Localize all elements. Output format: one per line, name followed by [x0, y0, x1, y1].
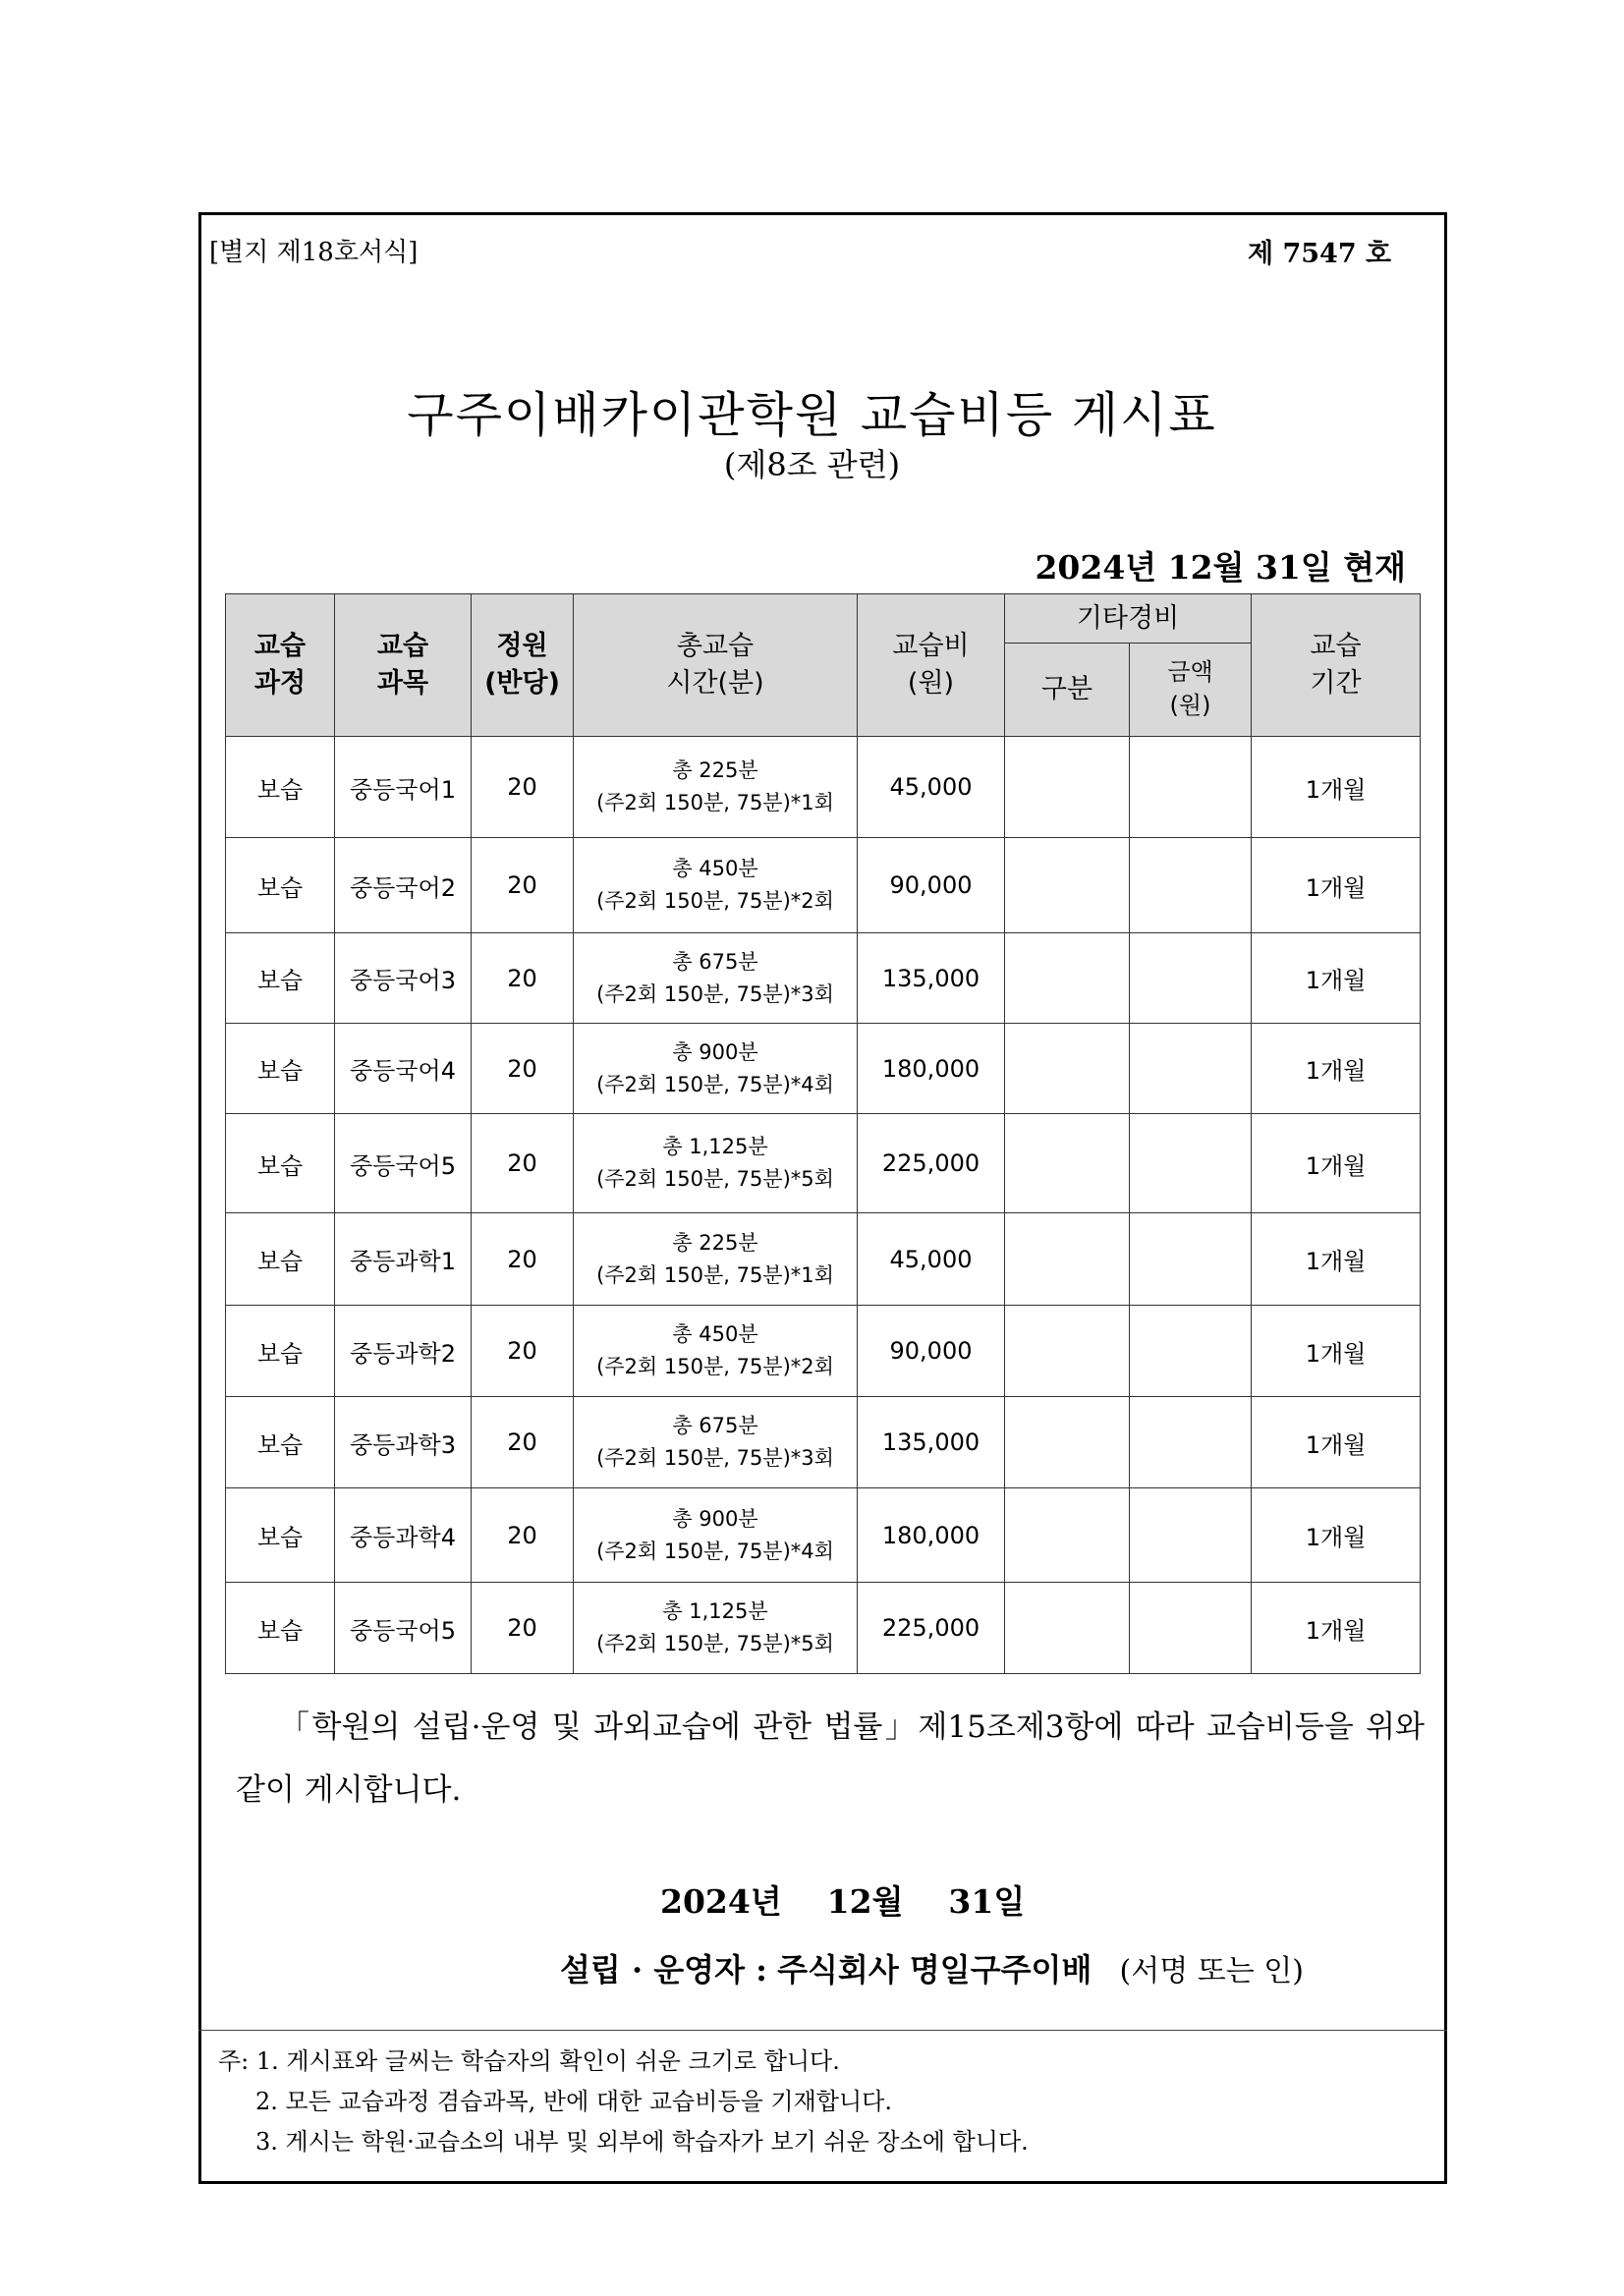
cell-total-time-detail: (주2회 150분, 75분)*1회 [596, 791, 834, 814]
cell-period: 1개월 [1252, 933, 1421, 1024]
cell-course: 보습 [226, 1024, 335, 1114]
cell-total-time [574, 838, 858, 933]
cell-capacity: 20 [472, 933, 574, 1024]
table-row [226, 1306, 1421, 1397]
notice-text: 「학원의 설립·운영 및 과외교습에 관한 법률」제15조제3항에 따라 교습비등을 위와 같이 게시합니다. [236, 1709, 1425, 1808]
header-period: 교습 기간 [1252, 594, 1421, 737]
table-row [226, 1488, 1421, 1583]
cell-fee: 90,000 [858, 1306, 1005, 1397]
cell-capacity: 20 [472, 737, 574, 838]
cell-other-amount [1130, 1397, 1252, 1488]
document-number: 제 7547 호 [1248, 239, 1392, 269]
cell-period: 1개월 [1252, 1488, 1421, 1583]
cell-other-category [1005, 838, 1130, 933]
table-row [226, 1583, 1421, 1674]
cell-other-category [1005, 1488, 1130, 1583]
sign-note: (서명 또는 인) [1119, 1954, 1304, 1988]
cell-period: 1개월 [1252, 1583, 1421, 1674]
header-total-time: 총교습 시간(분) [574, 594, 858, 737]
cell-total-time-summary: 총 225분 [672, 1230, 758, 1255]
cell-subject: 중등국어1 [335, 737, 472, 838]
table-row [226, 933, 1421, 1024]
table-row [226, 1024, 1421, 1114]
cell-period: 1개월 [1252, 1213, 1421, 1306]
cell-total-time-detail: (주2회 150분, 75분)*4회 [596, 1072, 834, 1096]
cell-fee: 90,000 [858, 838, 1005, 933]
cell-period: 1개월 [1252, 1306, 1421, 1397]
note-2: 2. 모든 교습과정 겸습과목, 반에 대한 교습비등을 기재합니다. [255, 2088, 892, 2115]
document-title: 구주이배카이관학원 교습비등 게시표 [407, 387, 1217, 443]
cell-course: 보습 [226, 838, 335, 933]
cell-fee: 135,000 [858, 933, 1005, 1024]
cell-fee: 45,000 [858, 1213, 1005, 1306]
cell-capacity: 20 [472, 1114, 574, 1213]
document-subtitle: (제8조 관련) [723, 446, 901, 483]
table-row [226, 1114, 1421, 1213]
cell-total-time-detail: (주2회 150분, 75분)*1회 [596, 1262, 834, 1287]
cell-total-time-summary: 총 675분 [672, 949, 758, 974]
table-row [226, 1397, 1421, 1488]
table-row [226, 838, 1421, 933]
signature-date: 2024년 12월 31일 [660, 1882, 1026, 1921]
cell-fee: 180,000 [858, 1024, 1005, 1114]
cell-total-time [574, 737, 858, 838]
cell-total-time-summary: 총 450분 [672, 1322, 758, 1347]
cell-total-time-detail: (주2회 150분, 75분)*2회 [596, 889, 834, 913]
cell-subject: 중등국어5 [335, 1114, 472, 1213]
cell-total-time-detail: (주2회 150분, 75분)*5회 [596, 1167, 834, 1191]
cell-subject: 중등국어2 [335, 838, 472, 933]
cell-other-category [1005, 933, 1130, 1024]
cell-other-amount [1130, 737, 1252, 838]
cell-course: 보습 [226, 1213, 335, 1306]
fee-table [225, 593, 1421, 1674]
cell-fee: 45,000 [858, 737, 1005, 838]
cell-course: 보습 [226, 1397, 335, 1488]
cell-course: 보습 [226, 737, 335, 838]
cell-total-time-detail: (주2회 150분, 75분)*5회 [596, 1632, 834, 1655]
cell-course: 보습 [226, 1488, 335, 1583]
cell-total-time [574, 1583, 858, 1674]
cell-total-time [574, 1488, 858, 1583]
cell-other-amount [1130, 1024, 1252, 1114]
operator-label: 설립 · 운영자 : [560, 1951, 767, 1988]
cell-subject: 중등과학4 [335, 1488, 472, 1583]
header-other-amount: 금액 (원) [1130, 644, 1252, 737]
cell-total-time-summary: 총 450분 [672, 857, 758, 881]
cell-other-category [1005, 737, 1130, 838]
cell-total-time [574, 933, 858, 1024]
cell-other-category [1005, 1114, 1130, 1213]
header-subject: 교습 과목 [335, 594, 472, 737]
cell-period: 1개월 [1252, 1397, 1421, 1488]
cell-total-time [574, 1024, 858, 1114]
table-row [226, 737, 1421, 838]
cell-other-amount [1130, 1306, 1252, 1397]
cell-total-time [574, 1306, 858, 1397]
cell-total-time-detail: (주2회 150분, 75분)*2회 [596, 1355, 834, 1378]
cell-capacity: 20 [472, 1306, 574, 1397]
cell-capacity: 20 [472, 1024, 574, 1114]
cell-capacity: 20 [472, 1488, 574, 1583]
cell-course: 보습 [226, 1583, 335, 1674]
header-fee: 교습비 (원) [858, 594, 1005, 737]
cell-total-time-detail: (주2회 150분, 75분)*4회 [596, 1539, 834, 1563]
operator-name: 주식회사 명일구주이배 [777, 1951, 1092, 1988]
cell-subject: 중등과학3 [335, 1397, 472, 1488]
notes-section [218, 2042, 1029, 2162]
cell-other-amount [1130, 933, 1252, 1024]
cell-capacity: 20 [472, 1213, 574, 1306]
cell-period: 1개월 [1252, 1024, 1421, 1114]
cell-subject: 중등과학2 [335, 1306, 472, 1397]
cell-other-category [1005, 1213, 1130, 1306]
cell-other-amount [1130, 838, 1252, 933]
cell-total-time [574, 1397, 858, 1488]
cell-capacity: 20 [472, 838, 574, 933]
cell-total-time-summary: 총 900분 [672, 1039, 758, 1064]
cell-other-category [1005, 1397, 1130, 1488]
cell-subject: 중등과학1 [335, 1213, 472, 1306]
cell-capacity: 20 [472, 1583, 574, 1674]
cell-fee: 180,000 [858, 1488, 1005, 1583]
cell-total-time-summary: 총 1,125분 [662, 1599, 768, 1624]
cell-other-amount [1130, 1213, 1252, 1306]
cell-period: 1개월 [1252, 1114, 1421, 1213]
cell-capacity: 20 [472, 1397, 574, 1488]
cell-total-time-summary: 총 225분 [672, 758, 758, 783]
cell-total-time-summary: 총 1,125분 [662, 1135, 768, 1159]
cell-course: 보습 [226, 1306, 335, 1397]
cell-fee: 225,000 [858, 1583, 1005, 1674]
cell-fee: 135,000 [858, 1397, 1005, 1488]
cell-other-category [1005, 1306, 1130, 1397]
cell-other-category [1005, 1583, 1130, 1674]
header-other-category: 구분 [1005, 644, 1130, 737]
notes-divider [198, 2030, 1447, 2031]
operator-line [560, 1945, 1304, 1990]
header-course: 교습 과정 [226, 594, 335, 737]
cell-period: 1개월 [1252, 838, 1421, 933]
cell-total-time [574, 1114, 858, 1213]
cell-total-time-detail: (주2회 150분, 75분)*3회 [596, 981, 834, 1006]
cell-subject: 중등국어5 [335, 1583, 472, 1674]
cell-subject: 중등국어4 [335, 1024, 472, 1114]
cell-other-amount [1130, 1583, 1252, 1674]
cell-total-time [574, 1213, 858, 1306]
cell-course: 보습 [226, 933, 335, 1024]
cell-period: 1개월 [1252, 737, 1421, 838]
table-row [226, 1213, 1421, 1306]
note-1: 주: 1. 게시표와 글씨는 학습자의 확인이 쉬운 크기로 합니다. [218, 2047, 840, 2075]
cell-total-time-summary: 총 900분 [672, 1506, 758, 1531]
cell-other-category [1005, 1024, 1130, 1114]
cell-fee: 225,000 [858, 1114, 1005, 1213]
note-3: 3. 게시는 학원·교습소의 내부 및 외부에 학습자가 보기 쉬운 장소에 합니다. [255, 2128, 1029, 2156]
form-label: [별지 제18호서식] [209, 238, 419, 267]
cell-other-amount [1130, 1114, 1252, 1213]
cell-subject: 중등국어3 [335, 933, 472, 1024]
cell-course: 보습 [226, 1114, 335, 1213]
as-of-date: 2024년 12월 31일 현재 [1035, 548, 1406, 587]
cell-other-amount [1130, 1488, 1252, 1583]
header-capacity: 정원 (반당) [472, 594, 574, 737]
cell-total-time-summary: 총 675분 [672, 1414, 758, 1438]
cell-total-time-detail: (주2회 150분, 75분)*3회 [596, 1446, 834, 1470]
header-other-costs: 기타경비 [1005, 594, 1252, 644]
